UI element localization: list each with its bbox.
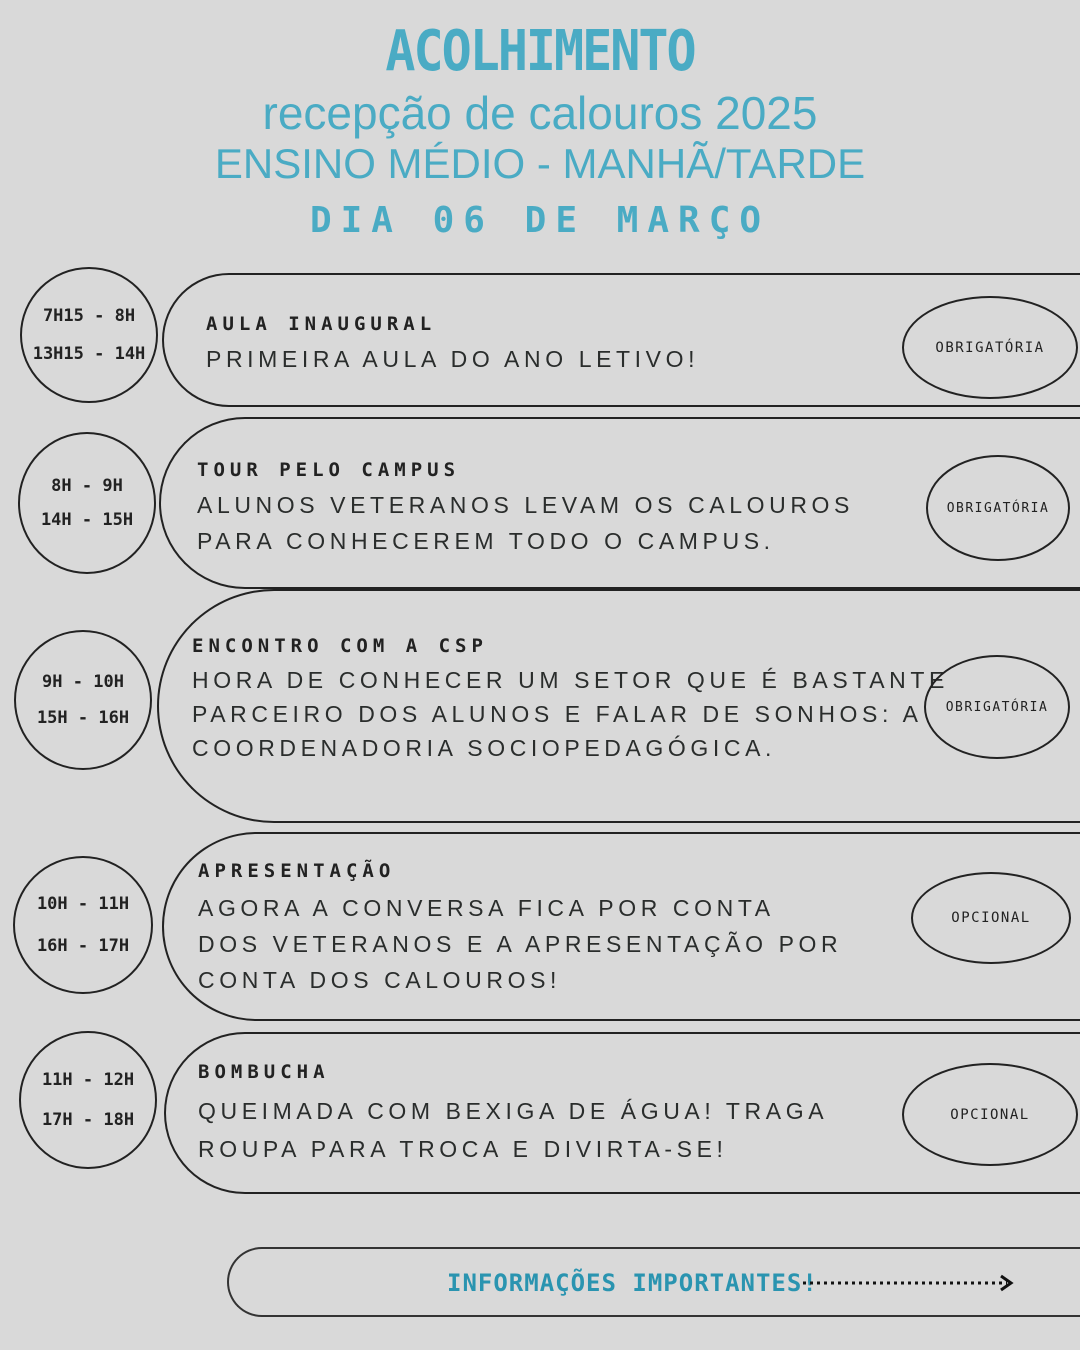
event-description bbox=[192, 663, 949, 765]
time-morning: 10H - 11H bbox=[36, 894, 130, 914]
time-afternoon: 14H - 15H bbox=[40, 510, 134, 530]
dotted-arrow-right-icon bbox=[801, 1273, 1017, 1293]
description-line: ALUNOS VETERANOS LEVAM OS CALOUROS bbox=[197, 492, 854, 518]
description-line: QUEIMADA COM BEXIGA DE ÁGUA! TRAGA bbox=[198, 1098, 829, 1124]
event-title: AULA INAUGURAL bbox=[206, 313, 437, 335]
time-circle bbox=[19, 1031, 157, 1169]
time-morning: 11H - 12H bbox=[41, 1070, 135, 1090]
time-morning: 8H - 9H bbox=[51, 476, 123, 496]
event-description bbox=[198, 1092, 828, 1168]
time-afternoon: 16H - 17H bbox=[36, 936, 130, 956]
description-line: PRIMEIRA AULA DO ANO LETIVO! bbox=[206, 346, 700, 372]
time-morning: 7H15 - 8H bbox=[42, 306, 136, 326]
event-date: DIA 06 DE MARÇO bbox=[309, 200, 771, 241]
description-line: ROUPA PARA TROCA E DIVIRTA-SE! bbox=[198, 1136, 728, 1162]
time-afternoon: 17H - 18H bbox=[41, 1110, 135, 1130]
event-title: BOMBUCHA bbox=[198, 1061, 330, 1083]
mandatory-badge: OBRIGATÓRIA bbox=[902, 296, 1078, 399]
time-circle bbox=[20, 267, 158, 403]
page-subtitle: recepção de calouros 2025 bbox=[262, 87, 818, 139]
event-card bbox=[164, 1032, 1080, 1194]
event-card bbox=[162, 832, 1080, 1021]
event-title: APRESENTAÇÃO bbox=[198, 860, 396, 882]
event-card bbox=[159, 417, 1080, 589]
time-afternoon: 13H15 - 14H bbox=[32, 344, 146, 364]
event-description bbox=[197, 487, 854, 559]
event-description bbox=[198, 890, 842, 998]
time-circle bbox=[13, 856, 153, 994]
optional-badge: OPCIONAL bbox=[902, 1063, 1078, 1166]
description-line: AGORA A CONVERSA FICA POR CONTA bbox=[198, 895, 775, 921]
mandatory-badge: OBRIGATÓRIA bbox=[924, 655, 1070, 759]
description-line: HORA DE CONHECER UM SETOR QUE É BASTANTE bbox=[192, 667, 949, 693]
description-line: COORDENADORIA SOCIOPEDAGÓGICA. bbox=[192, 735, 777, 761]
mandatory-badge: OBRIGATÓRIA bbox=[926, 455, 1070, 561]
time-circle bbox=[18, 432, 156, 574]
segment-label: ENSINO MÉDIO - MANHÃ/TARDE bbox=[214, 140, 866, 187]
event-title: ENCONTRO COM A CSP bbox=[192, 635, 488, 657]
event-card bbox=[157, 589, 1080, 823]
event-description bbox=[206, 341, 699, 377]
time-afternoon: 15H - 16H bbox=[36, 708, 130, 728]
optional-badge: OPCIONAL bbox=[911, 872, 1071, 964]
time-morning: 9H - 10H bbox=[42, 672, 124, 692]
description-line: CONTA DOS CALOUROS! bbox=[198, 967, 562, 993]
event-title: TOUR PELO CAMPUS bbox=[197, 459, 461, 481]
description-line: DOS VETERANOS E A APRESENTAÇÃO POR bbox=[198, 931, 843, 957]
important-info-label: INFORMAÇÕES IMPORTANTES! bbox=[447, 1269, 818, 1297]
important-info-link[interactable] bbox=[227, 1247, 1080, 1317]
description-line: PARCEIRO DOS ALUNOS E FALAR DE SONHOS: A bbox=[192, 701, 923, 727]
description-line: PARA CONHECEREM TODO O CAMPUS. bbox=[197, 528, 775, 554]
page-title: ACOLHIMENTO bbox=[385, 18, 695, 84]
time-circle bbox=[14, 630, 152, 770]
event-card bbox=[162, 273, 1080, 407]
